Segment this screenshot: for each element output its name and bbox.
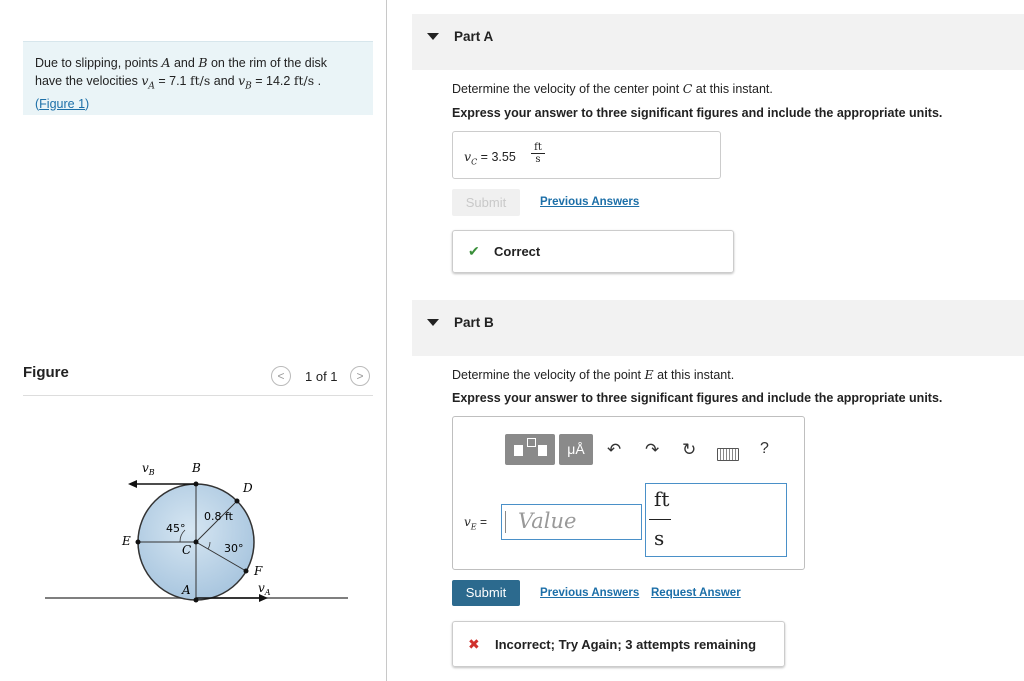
c-label: C: [182, 543, 192, 557]
caret-down-icon[interactable]: [427, 33, 439, 40]
point-e-dot: [136, 540, 141, 545]
vb-arrowhead: [128, 480, 137, 488]
answer-eq: =: [476, 515, 487, 529]
question-text: Determine the velocity of the point: [452, 368, 645, 382]
va-subscript: A: [148, 81, 155, 92]
vb-symbol: v: [238, 73, 246, 88]
e-label: E: [122, 534, 131, 548]
part-a-title: Part A: [454, 29, 494, 44]
angle30-label: 30°: [224, 542, 244, 555]
answer-subscript: C: [471, 157, 478, 167]
answer-subscript: E: [470, 522, 477, 532]
unit-input[interactable]: [645, 483, 787, 557]
f-label: F: [254, 564, 263, 578]
value-placeholder: Value: [518, 509, 577, 533]
part-a-instruction: Express your answer to three significant figures and include the appropriate units.: [452, 106, 943, 120]
panel-divider: [386, 0, 387, 681]
help-icon[interactable]: ?: [760, 440, 769, 457]
point-a-label: A: [161, 55, 171, 70]
chevron-right-icon[interactable]: [350, 366, 370, 386]
redo-icon[interactable]: ↷: [645, 440, 660, 459]
point-a-dot: [194, 598, 199, 603]
part-a-header[interactable]: [412, 14, 1024, 70]
problem-text: and: [210, 74, 239, 88]
unit-denominator: s: [654, 526, 665, 550]
unit-numerator: ft: [531, 142, 545, 154]
undo-icon[interactable]: ↶: [607, 440, 622, 459]
va-label: $v_A$: [258, 581, 271, 597]
point-c-dot: [194, 540, 199, 545]
paren: ): [85, 96, 90, 111]
point-d-dot: [235, 499, 240, 504]
problem-text: have the velocities: [35, 74, 142, 88]
part-b-answer-label: [464, 515, 487, 531]
problem-text: and: [170, 56, 199, 70]
question-text: at this instant.: [653, 368, 735, 382]
radius-label: 0.8 ft: [204, 510, 233, 523]
request-answer-link[interactable]: Request Answer: [651, 587, 741, 599]
paren: (: [35, 96, 40, 111]
problem-text: Due to slipping, points: [35, 56, 162, 70]
caret-down-icon[interactable]: [427, 319, 439, 326]
chevron-left-icon[interactable]: [271, 366, 291, 386]
unit-denominator: s: [535, 154, 541, 165]
answer-value: 3.55: [491, 150, 516, 164]
figure-heading: Figure: [23, 364, 69, 381]
point-f-dot: [244, 569, 249, 574]
part-b-question: [452, 367, 734, 382]
va-value: = 7.1: [154, 74, 190, 88]
part-a-feedback: [452, 230, 734, 273]
part-b-previous-answers-link[interactable]: Previous Answers: [540, 587, 640, 599]
part-a-previous-answers-link[interactable]: Previous Answers: [540, 196, 640, 208]
vb-label: $v_B$: [142, 461, 155, 477]
point-c-ref: C: [682, 81, 693, 96]
problem-panel: [0, 0, 386, 681]
keyboard-icon[interactable]: [717, 448, 739, 461]
problem-statement: [23, 41, 373, 115]
question-text: Determine the velocity of the center point: [452, 82, 683, 96]
vb-unit: ft/s: [293, 73, 315, 88]
part-b-header[interactable]: [412, 300, 1024, 356]
prev-glyph: <: [277, 369, 285, 383]
point-b-dot: [194, 482, 199, 487]
va-symbol: v: [141, 73, 149, 88]
part-a-question: [452, 81, 773, 96]
next-glyph: >: [356, 369, 364, 383]
part-a-answer: [464, 149, 516, 167]
figure-link[interactable]: Figure 1: [39, 96, 86, 111]
va-unit: ft/s: [189, 73, 211, 88]
part-b-title: Part B: [454, 315, 494, 330]
feedback-text: Correct: [494, 244, 541, 259]
figure-divider: [23, 395, 373, 396]
figure-counter: 1 of 1: [305, 369, 338, 384]
answer-symbol: v: [464, 149, 472, 164]
d-label: D: [243, 481, 253, 495]
answer-eq: =: [477, 150, 492, 164]
part-a-submit-button[interactable]: Submit: [452, 189, 520, 216]
part-b-feedback: [452, 621, 785, 667]
problem-text: on the rim of the disk: [207, 56, 328, 70]
units-icon[interactable]: μÅ: [559, 434, 593, 465]
point-e-ref: E: [644, 367, 654, 382]
reset-icon[interactable]: ↻: [682, 440, 697, 459]
unit-numerator: ft: [654, 487, 670, 511]
text-cursor: [505, 511, 506, 533]
vb-subscript: B: [245, 81, 252, 92]
part-b-submit-button[interactable]: Submit: [452, 580, 520, 606]
answer-symbol: v: [464, 515, 471, 529]
problem-text: .: [314, 74, 322, 88]
templates-icon[interactable]: [505, 434, 555, 465]
b-label: B: [192, 461, 201, 475]
value-input[interactable]: [501, 504, 642, 540]
a-label: A: [182, 583, 191, 597]
fraction-bar: [649, 519, 671, 520]
vb-value: = 14.2: [251, 74, 294, 88]
question-text: at this instant.: [692, 82, 773, 96]
part-b-instruction: Express your answer to three significant figures and include the appropriate units.: [452, 391, 943, 405]
feedback-text: Incorrect; Try Again; 3 attempts remaining: [495, 637, 757, 652]
part-a-unit: [531, 142, 545, 166]
part-a-answer-box: [452, 131, 721, 179]
disk-figure: [40, 450, 360, 610]
angle45-label: 45°: [166, 522, 186, 535]
point-b-label: B: [198, 55, 208, 70]
answer-editor: [452, 416, 805, 570]
checkmark-icon: ✔: [468, 243, 480, 259]
x-mark-icon: ✖: [468, 636, 480, 652]
